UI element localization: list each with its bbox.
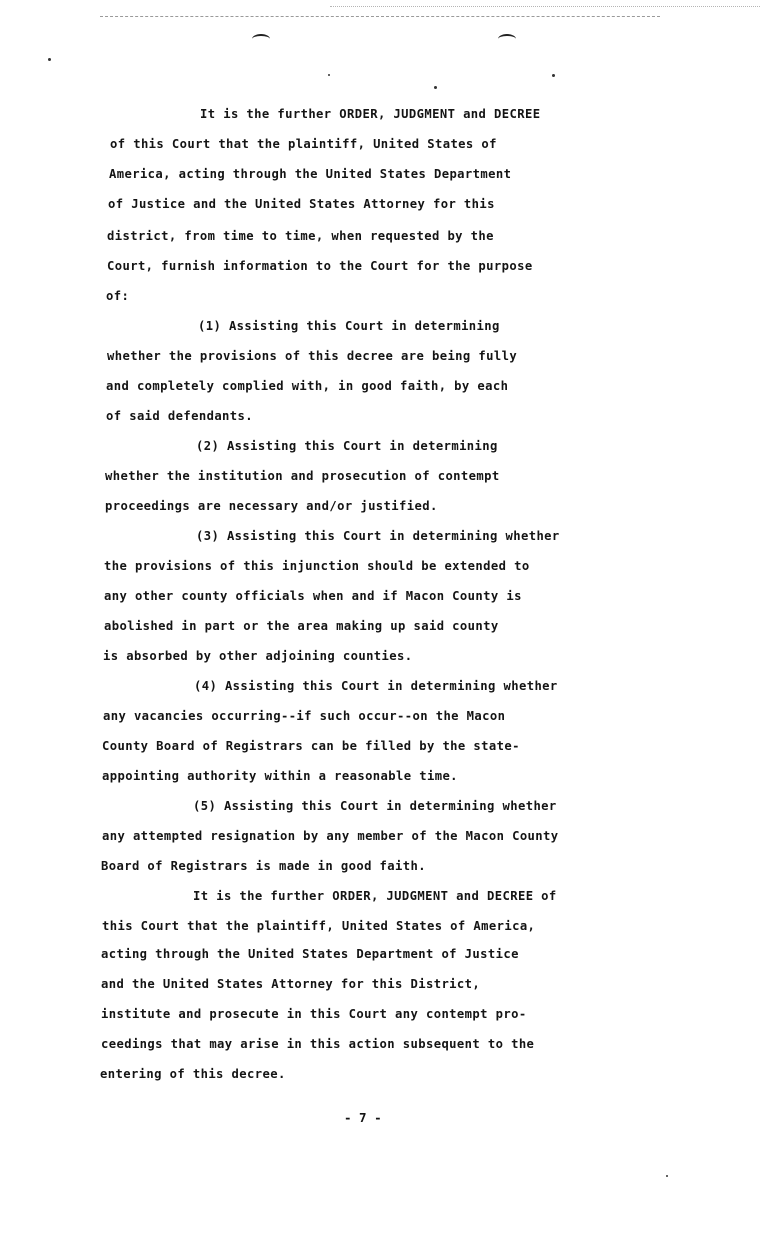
item-2-line: whether the institution and prosecution of contempt <box>105 469 500 483</box>
item-2-first-line: (2) Assisting this Court in determining <box>196 439 498 453</box>
order-info-first-line: It is the further ORDER, JUDGMENT and DECREE <box>200 107 541 121</box>
order-contempt-line: entering of this decree. <box>100 1067 286 1081</box>
item-5-line: any attempted resignation by any member of the Macon County <box>102 829 559 843</box>
order-contempt-line: this Court that the plaintiff, United States of America, <box>102 919 536 933</box>
item-5-line: Board of Registrars is made in good faith. <box>101 859 426 873</box>
item-4-line: any vacancies occurring--if such occur--on the Macon <box>103 709 506 723</box>
order-info-line: district, from time to time, when requested by the <box>107 229 494 243</box>
order-info-line: of Justice and the United States Attorney for this <box>108 197 495 211</box>
order-contempt-line: ceedings that may arise in this action subsequent to the <box>101 1037 535 1051</box>
order-contempt-line: institute and prosecute in this Court any contempt pro- <box>101 1007 527 1021</box>
order-contempt-line: and the United States Attorney for this District, <box>101 977 481 991</box>
item-3-line: the provisions of this injunction should be extended to <box>104 559 530 573</box>
item-4-line: appointing authority within a reasonable time. <box>102 769 458 783</box>
item-5-first-line: (5) Assisting this Court in determining whether <box>193 799 557 813</box>
item-1-line: of said defendants. <box>106 409 254 423</box>
item-4-line: County Board of Registrars can be filled by the state- <box>102 739 520 753</box>
item-3-line: abolished in part or the area making up said county <box>104 619 499 633</box>
item-1-line: and completely complied with, in good faith, by each <box>106 379 509 393</box>
order-contempt-first-line: It is the further ORDER, JUDGMENT and DECREE of <box>193 889 557 903</box>
item-3-line: any other county officials when and if Macon County is <box>104 589 522 603</box>
item-3-first-line: (3) Assisting this Court in determining whether <box>196 529 560 543</box>
item-2-line: proceedings are necessary and/or justified. <box>105 499 438 513</box>
order-info-line: America, acting through the United States Department <box>109 167 512 181</box>
order-info-line: Court, furnish information to the Court for the purpose <box>107 259 533 273</box>
order-info-line: of: <box>106 289 130 303</box>
item-4-first-line: (4) Assisting this Court in determining whether <box>194 679 558 693</box>
order-contempt-line: acting through the United States Department of Justice <box>101 947 519 961</box>
item-1-line: whether the provisions of this decree are being fully <box>107 349 518 363</box>
page-number: - 7 - <box>344 1110 382 1125</box>
item-3-line: is absorbed by other adjoining counties. <box>103 649 413 663</box>
item-1-first-line: (1) Assisting this Court in determining <box>198 319 500 333</box>
order-info-line: of this Court that the plaintiff, United States of <box>110 137 497 151</box>
